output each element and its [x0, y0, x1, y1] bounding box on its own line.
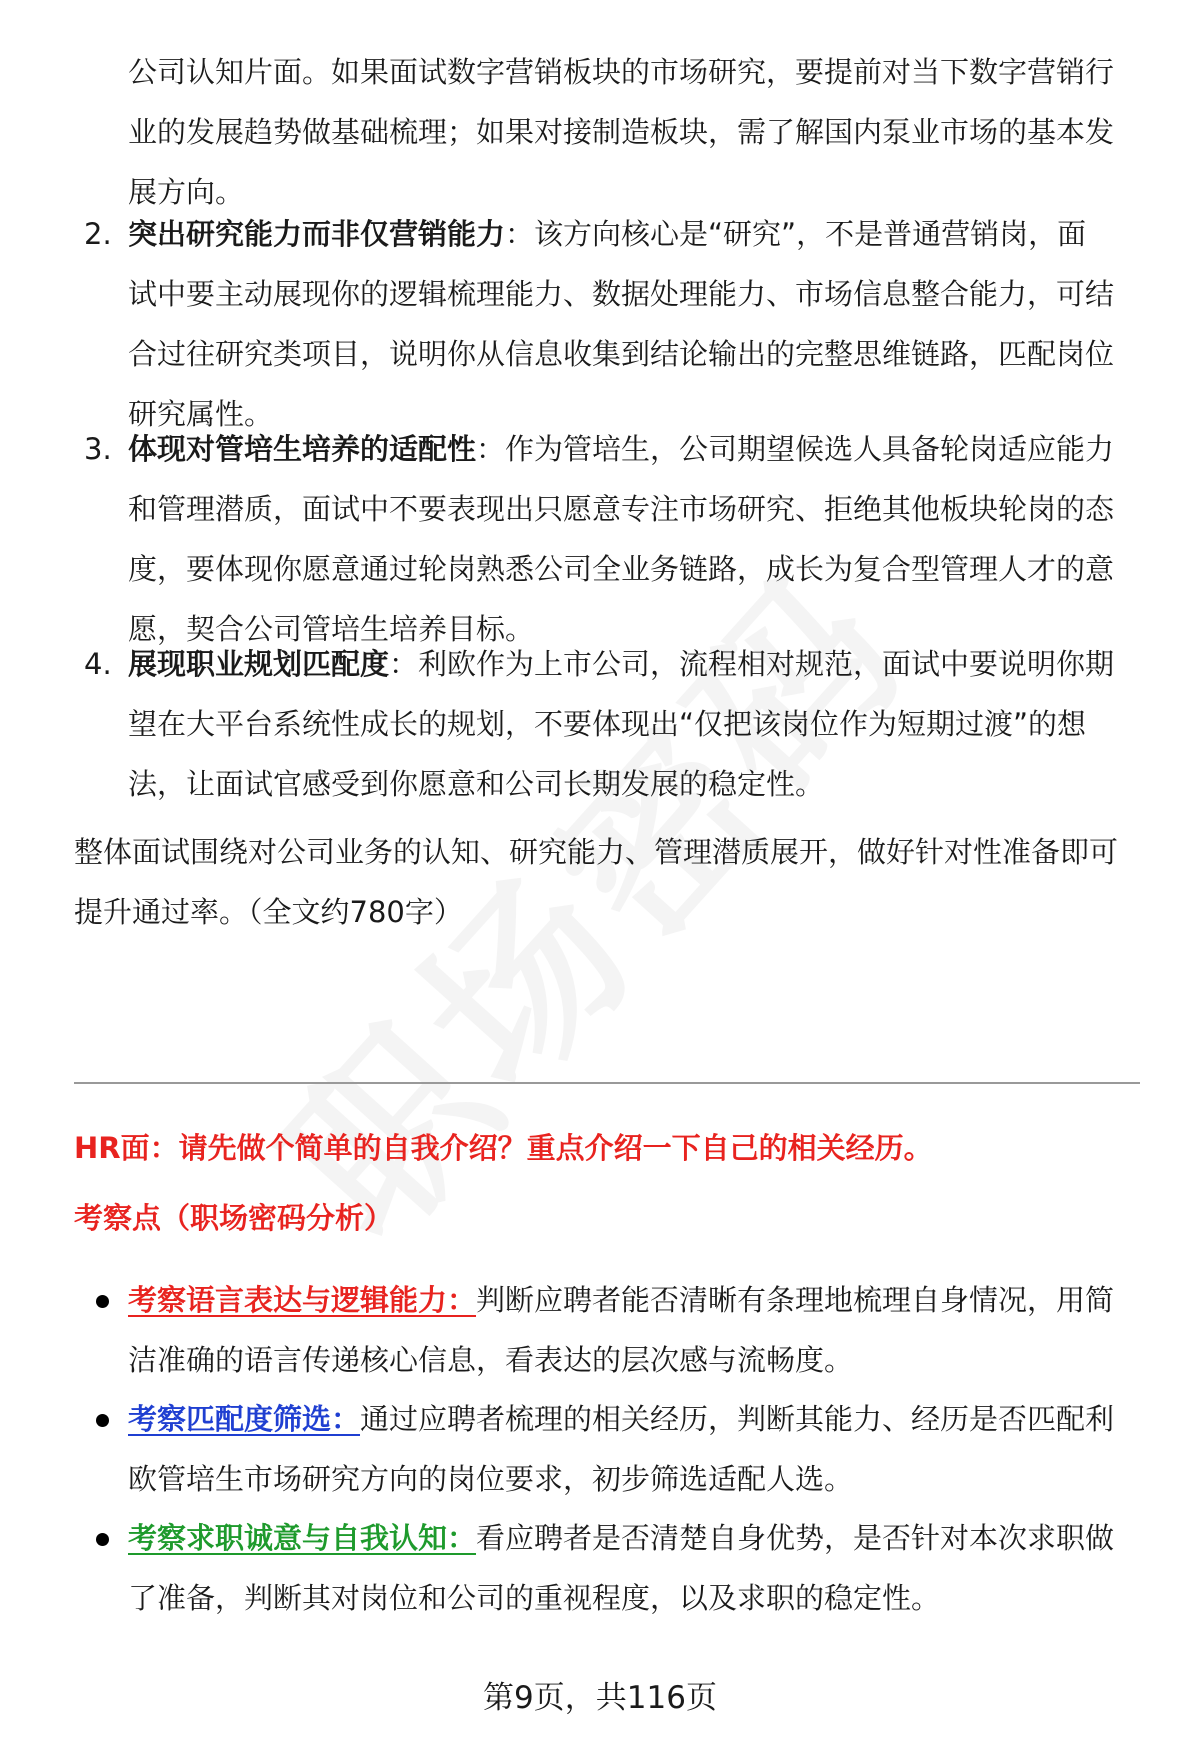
list-item	[128, 634, 1138, 814]
bullet-term: 考察匹配度筛选：	[128, 1402, 361, 1436]
bullet-dot	[96, 1295, 109, 1308]
text-line: 洁准确的语言传递核心信息，看表达的层次感与流畅度。	[128, 1343, 854, 1377]
bullet-term: 考察求职诚意与自我认知：	[128, 1521, 477, 1555]
text-line: 了准备，判断其对岗位和公司的重视程度，以及求职的稳定性。	[128, 1581, 941, 1615]
bullet-dot	[96, 1414, 109, 1427]
text-line: ：该方向核心是“研究”，不是普通营销岗，面	[505, 217, 1087, 251]
text-line: ：利欧作为上市公司，流程相对规范，面试中要说明你期	[389, 647, 1115, 681]
bullet-item	[128, 1389, 1138, 1509]
text-line: 研究属性。	[128, 397, 274, 431]
section-divider	[74, 1082, 1140, 1084]
bullet-term: 考察语言表达与逻辑能力：	[128, 1283, 477, 1317]
text-line: 通过应聘者梳理的相关经历，判断其能力、经历是否匹配利	[360, 1402, 1115, 1436]
item-term: 展现职业规划匹配度	[128, 647, 390, 681]
text-line: 判断应聘者能否清晰有条理地梳理自身情况，用简	[476, 1283, 1115, 1317]
text-line: 和管理潜质，面试中不要表现出只愿意专注市场研究、拒绝其他板块轮岗的态	[128, 492, 1115, 526]
item-term: 突出研究能力而非仅营销能力	[128, 217, 506, 251]
question-heading: HR面：请先做个简单的自我介绍？重点介绍一下自己的相关经历。	[74, 1131, 933, 1165]
intro-paragraph	[128, 42, 1138, 222]
summary-paragraph	[74, 822, 1140, 942]
list-item	[128, 419, 1138, 659]
text-line: 试中要主动展现你的逻辑梳理能力、数据处理能力、市场信息整合能力，可结	[128, 277, 1115, 311]
analysis-heading: 考察点（职场密码分析）	[74, 1201, 394, 1235]
text-line: 度，要体现你愿意通过轮岗熟悉公司全业务链路，成长为复合型管理人才的意	[128, 552, 1115, 586]
list-number: 4.	[84, 647, 112, 681]
text-line: 愿，契合公司管培生培养目标。	[128, 612, 535, 646]
bullet-dot	[96, 1533, 109, 1546]
text-line: 整体面试围绕对公司业务的认知、研究能力、管理潜质展开，做好针对性准备即可	[74, 835, 1119, 869]
list-number: 3.	[84, 432, 112, 466]
list-number: 2.	[84, 217, 112, 251]
bullet-item	[128, 1508, 1138, 1628]
text-line: 业的发展趋势做基础梳理；如果对接制造板块，需了解国内泵业市场的基本发	[128, 115, 1115, 149]
text-line: ：作为管培生，公司期望候选人具备轮岗适应能力	[476, 432, 1115, 466]
bullet-item	[128, 1270, 1138, 1390]
text-line: 公司认知片面。如果面试数字营销板块的市场研究，要提前对当下数字营销行	[128, 55, 1115, 89]
text-line: 望在大平台系统性成长的规划，不要体现出“仅把该岗位作为短期过渡”的想	[128, 707, 1087, 741]
text-line: 欧管培生市场研究方向的岗位要求，初步筛选适配人选。	[128, 1462, 854, 1496]
text-line: 看应聘者是否清楚自身优势，是否针对本次求职做	[476, 1521, 1115, 1555]
list-item	[128, 204, 1138, 444]
item-term: 体现对管培生培养的适配性	[128, 432, 477, 466]
text-line: 合过往研究类项目，说明你从信息收集到结论输出的完整思维链路，匹配岗位	[128, 337, 1115, 371]
text-line: 法，让面试官感受到你愿意和公司长期发展的稳定性。	[128, 767, 825, 801]
page-number: 第9页，共116页	[483, 1680, 717, 1716]
text-line: 提升通过率。（全文约780字）	[74, 895, 463, 929]
text-line: 展方向。	[128, 175, 245, 209]
